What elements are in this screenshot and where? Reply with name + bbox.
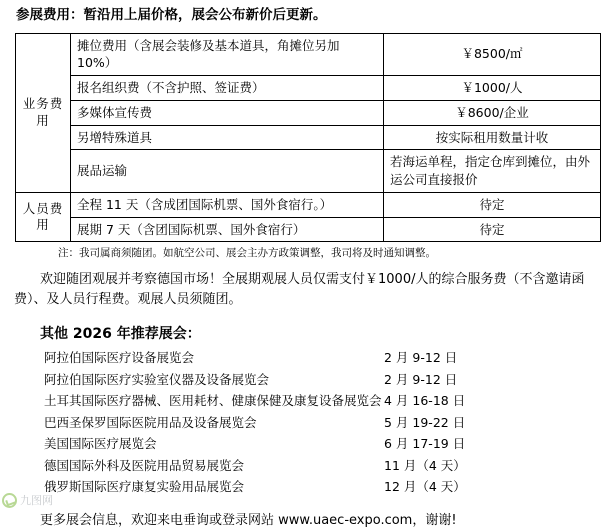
fee-table	[15, 33, 601, 243]
fee-item: 报名组织费（不含护照、签证费）	[71, 76, 384, 101]
expo-date: 2 月 9-12 日	[384, 371, 458, 387]
fee-item: 展品运输	[71, 150, 384, 193]
lead-paragraph: 参展费用：暂沿用上届价格，展会公布新价后更新。	[16, 7, 327, 23]
expo-name: 俄罗斯国际医疗康复实验用品展览会	[44, 479, 245, 495]
expo-date: 4 月 16-18 日	[384, 393, 466, 409]
fee-item: 展期 7 天（含团国际机票、国外食宿行）	[71, 217, 384, 242]
fee-price: 按实际租用数量计收	[384, 125, 601, 150]
table-row	[16, 125, 601, 150]
list-item	[44, 390, 602, 412]
table-row	[16, 100, 601, 125]
fee-price: 待定	[384, 217, 601, 242]
fee-item: 多媒体宣传费	[71, 100, 384, 125]
list-item	[44, 347, 602, 369]
list-item	[44, 433, 602, 455]
expo-date: 12 月（4 天）	[384, 479, 466, 495]
expo-date: 2 月 9-12 日	[384, 350, 458, 366]
fee-item: 另增特殊道具	[71, 125, 384, 150]
row-header-personnel: 人员费用	[16, 192, 71, 242]
table-row	[16, 76, 601, 101]
invitation-paragraph	[14, 270, 602, 310]
expo-name: 土耳其国际医疗器械、医用耗材、健康保健及康复设备展览会	[44, 393, 382, 409]
fee-price: ￥1000/人	[384, 76, 601, 101]
expo-date: 11 月（4 天）	[384, 457, 466, 473]
other-expos-title: 其他 2026 年推荐展会：	[40, 326, 201, 343]
fee-price: 待定	[384, 192, 601, 217]
table-row	[16, 150, 601, 193]
expo-name: 阿拉伯国际医疗实验室仪器及设备展览会	[44, 371, 270, 387]
watermark	[2, 490, 72, 510]
table-row	[16, 33, 601, 76]
list-item	[44, 476, 602, 498]
fee-price: ￥8600/企业	[384, 100, 601, 125]
list-item	[44, 455, 602, 477]
list-item	[44, 369, 602, 391]
table-note: 注：我司属商须随团。如航空公司、展会主办方政策调整，我司将及时通知调整。	[58, 247, 436, 260]
other-expos-list	[14, 347, 602, 498]
table-row	[16, 192, 601, 217]
expo-name: 美国国际医疗展览会	[44, 436, 157, 452]
expo-date: 5 月 19-22 日	[384, 414, 466, 430]
fee-price: ￥8500/㎡	[384, 33, 601, 76]
expo-name: 德国国际外科及医院用品贸易展览会	[44, 457, 245, 473]
invitation-text: 欢迎随团观展并考察德国市场！全展期观展人员仅需支付￥1000/人的综合服务费（不含邀请函费）、及人员行程费。观展人员须随团。	[14, 272, 585, 308]
expo-date: 6 月 17-19 日	[384, 436, 466, 452]
row-header-business: 业务费用	[16, 33, 71, 192]
watermark-label: 九图网	[20, 494, 53, 507]
expo-name: 巴西圣保罗国际医院用品及设备展览会	[44, 414, 257, 430]
footer-contact: 更多展会信息，欢迎来电垂询或登录网站 www.uaec-expo.com，谢谢!	[40, 512, 457, 528]
expo-name: 阿拉伯国际医疗设备展览会	[44, 350, 195, 366]
fee-price: 若海运单程，指定仓库到摊位，由外运公司直接报价	[384, 150, 601, 193]
table-row	[16, 217, 601, 242]
check-circle-icon	[2, 493, 17, 508]
fee-item: 全程 11 天（含成团国际机票、国外食宿行。）	[71, 192, 384, 217]
fee-item: 摊位费用（含展会装修及基本道具，角摊位另加 10%）	[71, 33, 384, 76]
list-item	[44, 412, 602, 434]
